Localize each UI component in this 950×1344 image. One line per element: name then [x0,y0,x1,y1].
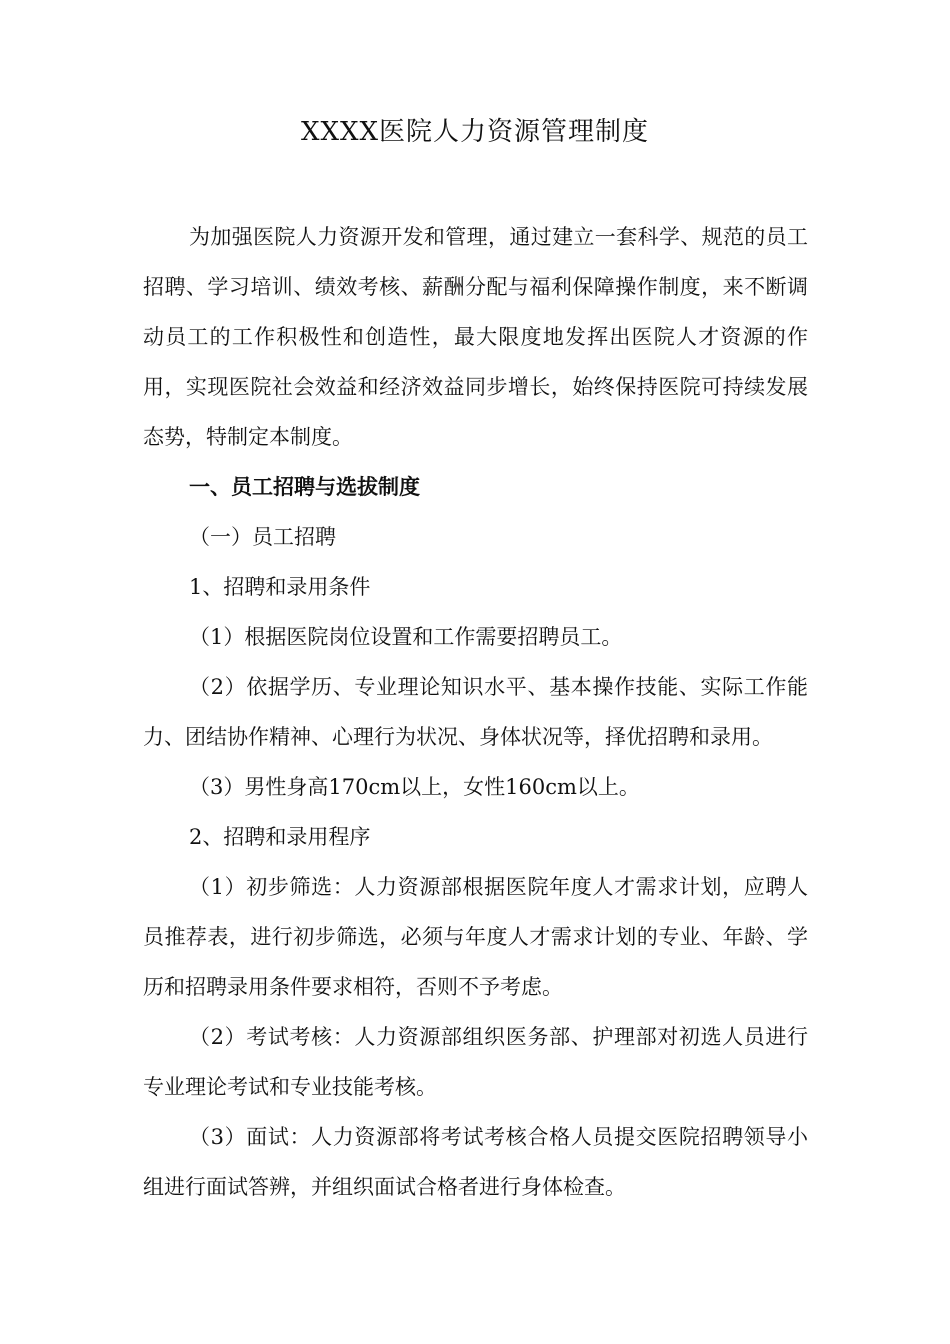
list-paragraph: （1）根据医院岗位设置和工作需要招聘员工。 [189,625,623,649]
list-paragraph: （2）依据学历、专业理论知识水平、基本操作技能、实际工作能力、团结协作精神、心理行为状况、身体状况等，择优招聘和录用。 [143,675,808,749]
list-paragraph: （1）初步筛选：人力资源部根据医院年度人才需求计划，应聘人员推荐表，进行初步筛选，必须与年度人才需求计划的专业、年龄、学历和招聘录用条件要求相符，否则不予考虑。 [143,875,808,999]
section-heading: 一、员工招聘与选拔制度 [189,475,420,499]
list-paragraph: （3）男性身高170cm以上，女性160cm以上。 [189,775,640,799]
document-body [143,212,808,1212]
list-paragraph: （2）考试考核：人力资源部组织医务部、护理部对初选人员进行专业理论考试和专业技能考核。 [143,1025,808,1099]
intro-paragraph: 为加强医院人力资源开发和管理，通过建立一套科学、规范的员工招聘、学习培训、绩效考核、薪酬分配与福利保障操作制度，来不断调动员工的工作积极性和创造性，最大限度地发挥出医院人才资源的作用，实现医院社会效益和经济效益同步增长，始终保持医院可持续发展态势，特制定本制度。 [143,225,808,449]
item-title: 2、招聘和录用程序 [189,825,371,849]
list-paragraph: （3）面试：人力资源部将考试考核合格人员提交医院招聘领导小组进行面试答辨，并组织面试合格者进行身体检查。 [143,1125,808,1199]
item-title: 1、招聘和录用条件 [189,575,371,599]
subsection-heading: （一）员工招聘 [189,525,336,549]
document-title: XXXX医院人力资源管理制度 [300,117,650,147]
